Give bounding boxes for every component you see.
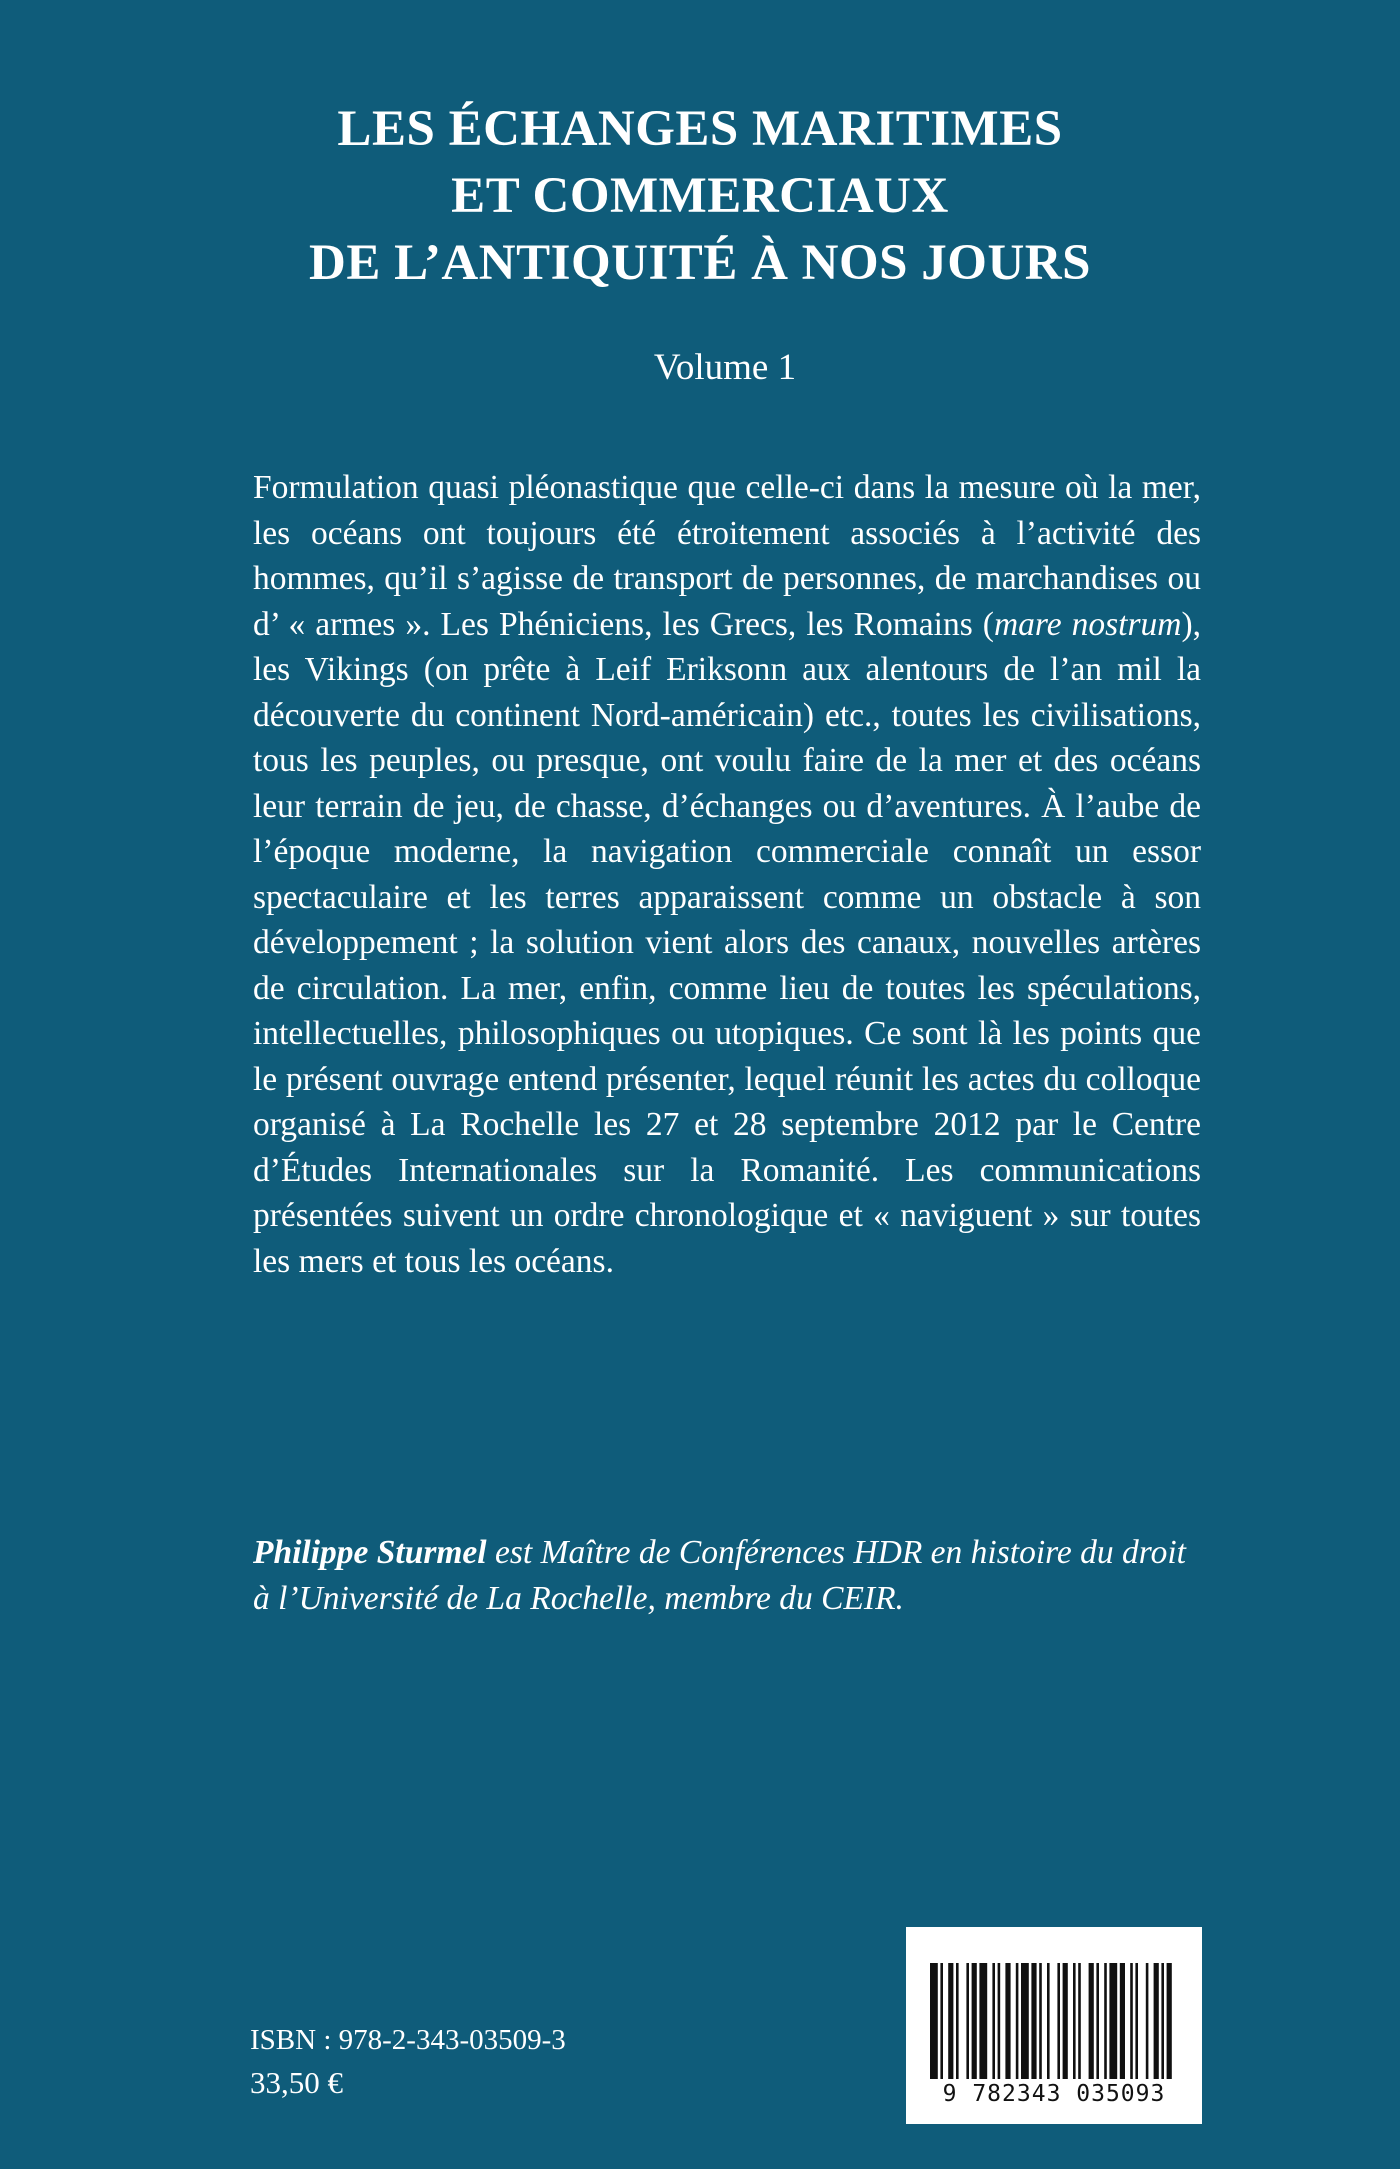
barcode-bar (1078, 1963, 1081, 2079)
barcode-bar (1089, 1963, 1094, 2079)
barcode-bar (998, 1963, 1001, 2079)
barcode-digits: 9 782343 035093 (942, 2081, 1166, 2107)
title-line-2: ET COMMERCIAUX (451, 168, 949, 224)
barcode-bar (1063, 1963, 1068, 2079)
author-bio-text: est Maître de Conférences HDR en histoire du droit à l’Université de La Rochelle, membre du CEIR. (253, 1534, 1186, 1617)
blurb-text (253, 465, 1201, 1284)
barcode-bar (972, 1963, 977, 2079)
volume-label: Volume 1 (653, 347, 797, 388)
author-name: Philippe Sturmel (253, 1534, 487, 1571)
book-title (150, 96, 1250, 297)
barcode-bar (1096, 1963, 1099, 2079)
blurb-part-1: Formulation quasi pléonastique que celle-ci dans la mesure où la mer, les océans ont toujours été étroitement associés à l’activité des hommes, qu’il s’agisse de transport de personnes, de marchandises ou d’ « armes ». Les Phéniciens, les Grecs, les Romains ( (253, 469, 1201, 643)
barcode-bar (1031, 1963, 1036, 2079)
barcode-bar (1073, 1963, 1076, 2079)
title-line-3: DE L’ANTIQUITÉ À NOS JOURS (309, 235, 1091, 291)
barcode-bar (992, 1963, 995, 2079)
barcode-bar (1104, 1963, 1107, 2079)
barcode-bar (1057, 1963, 1060, 2079)
barcode-bars (930, 1963, 1178, 2079)
barcode-bar (1161, 1963, 1164, 2079)
barcode-bar (1154, 1963, 1159, 2079)
barcode-bar (956, 1963, 959, 2079)
barcode-bar (1039, 1963, 1042, 2079)
barcode-bar (1005, 1963, 1010, 2079)
barcode-bar (1130, 1963, 1133, 2079)
barcode-bar (1016, 1963, 1019, 2079)
barcode-bar (1167, 1963, 1172, 2079)
barcode-bar (940, 1963, 943, 2079)
isbn: ISBN : 978-2-343-03509-3 (250, 2024, 566, 2056)
barcode-bar (1120, 1963, 1125, 2079)
barcode-bar (1021, 1963, 1029, 2079)
barcode (906, 1927, 1202, 2124)
barcode-bar (979, 1963, 987, 2079)
barcode-bar (930, 1963, 938, 2079)
barcode-bar (948, 1963, 953, 2079)
barcode-bar (1146, 1963, 1149, 2079)
barcode-bar (1047, 1963, 1050, 2079)
price: 33,50 € (250, 2065, 343, 2100)
blurb-italic: mare nostrum (993, 605, 1182, 643)
author-bio (253, 1530, 1201, 1621)
barcode-bar (1109, 1963, 1117, 2079)
blurb-part-2: ), les Vikings (on prête à Leif Eriksonn aux alentours de l’an mil la découverte du continent Nord-américain) etc., toutes les civilisations, tous les peuples, ou presque, ont voulu faire de la mer et des océans leur terrain de jeu, de chasse, d’échanges ou d’aventures. À l’aube de l’époque moderne, la navigation commerciale connaît un essor spectaculaire et les terres apparaissent comme un obstacle à son développement ; la solution vient alors des canaux, nouvelles artères de circulation. La mer, enfin, comme lieu de toutes les spéculations, intellectuelles, philosophiques ou utopiques. Ce sont là les points que le présent ouvrage entend présenter, lequel réunit les actes du colloque organisé à La Rochelle les 27 et 28 septembre 2012 par le Centre d’Études Internationales sur la Romanité. Les communications présentées suivent un ordre chronologique et « naviguent » sur toutes les mers et tous les océans. (253, 605, 1201, 1280)
barcode-bar (966, 1963, 969, 2079)
title-line-1: LES ÉCHANGES MARITIMES (337, 101, 1063, 157)
barcode-bar (1135, 1963, 1138, 2079)
